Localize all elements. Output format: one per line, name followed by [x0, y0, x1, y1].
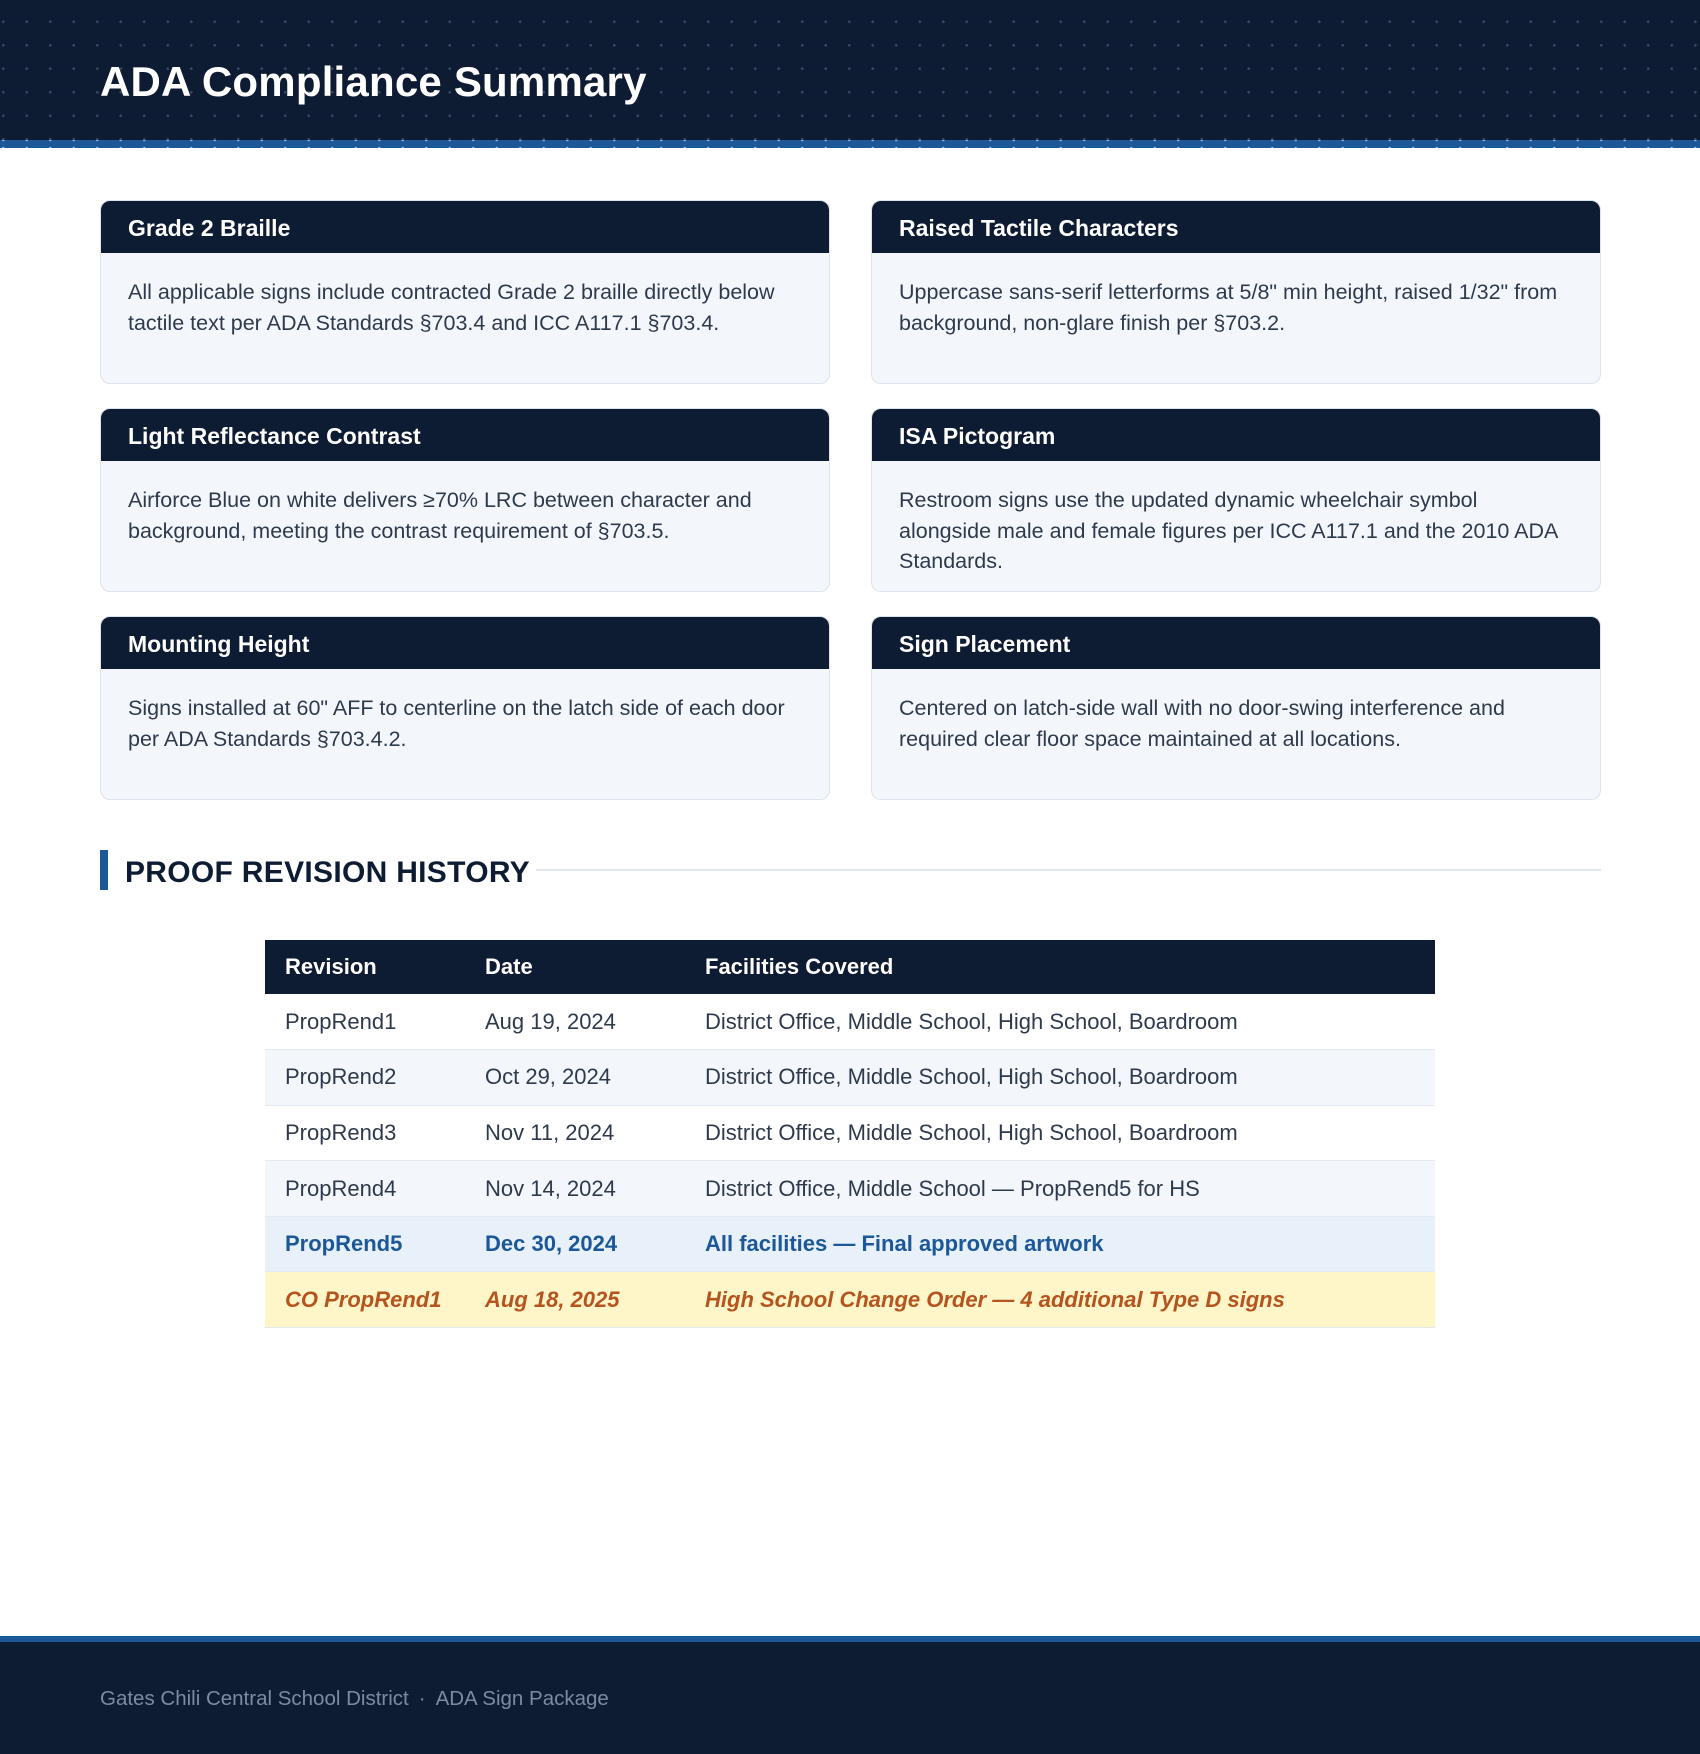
date-cell: Oct 29, 2024	[465, 1050, 685, 1106]
table-row-change-order	[265, 1272, 1435, 1328]
facilities-cell: High School Change Order — 4 additional Type D signs	[685, 1272, 1435, 1328]
column-header-revision: Revision	[265, 940, 465, 994]
card-mounting-height	[100, 616, 830, 800]
page-header	[0, 0, 1700, 146]
card-title: Sign Placement	[872, 617, 1600, 669]
revision-cell: PropRend3	[265, 1105, 465, 1161]
revision-cell: PropRend1	[265, 994, 465, 1050]
table-row	[265, 1161, 1435, 1217]
card-title: Grade 2 Braille	[101, 201, 829, 253]
section-accent-bar	[100, 850, 108, 890]
column-header-date: Date	[465, 940, 685, 994]
card-body: Airforce Blue on white delivers ≥70% LRC between character and background, meeting the contrast requirement of §703.5.	[128, 488, 752, 543]
table-row	[265, 994, 1435, 1050]
facilities-cell: All facilities — Final approved artwork	[685, 1216, 1435, 1272]
card-grade-2-braille	[100, 200, 830, 384]
date-cell: Aug 18, 2025	[465, 1272, 685, 1328]
card-body: Signs installed at 60" AFF to centerline on the latch side of each door per ADA Standards §703.4.2.	[128, 696, 785, 751]
date-cell: Aug 19, 2024	[465, 994, 685, 1050]
page-footer	[0, 1636, 1700, 1754]
facilities-cell: District Office, Middle School, High School, Boardroom	[685, 1050, 1435, 1106]
card-body: Uppercase sans-serif letterforms at 5/8" min height, raised 1/32" from background, non-glare finish per §703.2.	[899, 280, 1558, 335]
revision-section-header	[100, 850, 1601, 890]
footer-separator: ·	[418, 1687, 426, 1710]
section-divider	[536, 869, 1601, 871]
facilities-cell: District Office, Middle School, High School, Boardroom	[685, 994, 1435, 1050]
revision-history-table	[265, 940, 1435, 1328]
header-accent-bar	[0, 140, 1700, 148]
footer-package: ADA Sign Package	[435, 1687, 609, 1710]
card-isa-pictogram	[871, 408, 1601, 592]
table-row-final-approved	[265, 1216, 1435, 1272]
page-title: ADA Compliance Summary	[100, 58, 647, 105]
revision-cell: CO PropRend1	[265, 1272, 465, 1328]
card-body: All applicable signs include contracted Grade 2 braille directly below tactile text per ADA Standards §703.4 and ICC A117.1 §703.4.	[128, 280, 775, 335]
table-header-row	[265, 940, 1435, 994]
facilities-cell: District Office, Middle School, High School, Boardroom	[685, 1105, 1435, 1161]
table-row	[265, 1050, 1435, 1106]
card-light-reflectance-contrast	[100, 408, 830, 592]
card-title: Light Reflectance Contrast	[101, 409, 829, 461]
card-body: Restroom signs use the updated dynamic wheelchair symbol alongside male and female figures per ICC A117.1 and the 2010 ADA Standards.	[899, 488, 1558, 573]
card-title: Mounting Height	[101, 617, 829, 669]
section-title: PROOF REVISION HISTORY	[125, 856, 530, 889]
table-row	[265, 1105, 1435, 1161]
facilities-cell: District Office, Middle School — PropRend5 for HS	[685, 1161, 1435, 1217]
compliance-cards	[100, 200, 1601, 800]
footer-district: Gates Chili Central School District	[100, 1687, 409, 1710]
revision-cell: PropRend2	[265, 1050, 465, 1106]
column-header-facilities: Facilities Covered	[685, 940, 1435, 994]
footer-text	[100, 1687, 609, 1711]
card-raised-tactile-characters	[871, 200, 1601, 384]
revision-cell: PropRend5	[265, 1216, 465, 1272]
card-title: ISA Pictogram	[872, 409, 1600, 461]
card-body: Centered on latch-side wall with no door-swing interference and required clear floor space maintained at all locations.	[899, 696, 1505, 751]
date-cell: Nov 11, 2024	[465, 1105, 685, 1161]
card-title: Raised Tactile Characters	[872, 201, 1600, 253]
revision-cell: PropRend4	[265, 1161, 465, 1217]
card-sign-placement	[871, 616, 1601, 800]
date-cell: Nov 14, 2024	[465, 1161, 685, 1217]
date-cell: Dec 30, 2024	[465, 1216, 685, 1272]
